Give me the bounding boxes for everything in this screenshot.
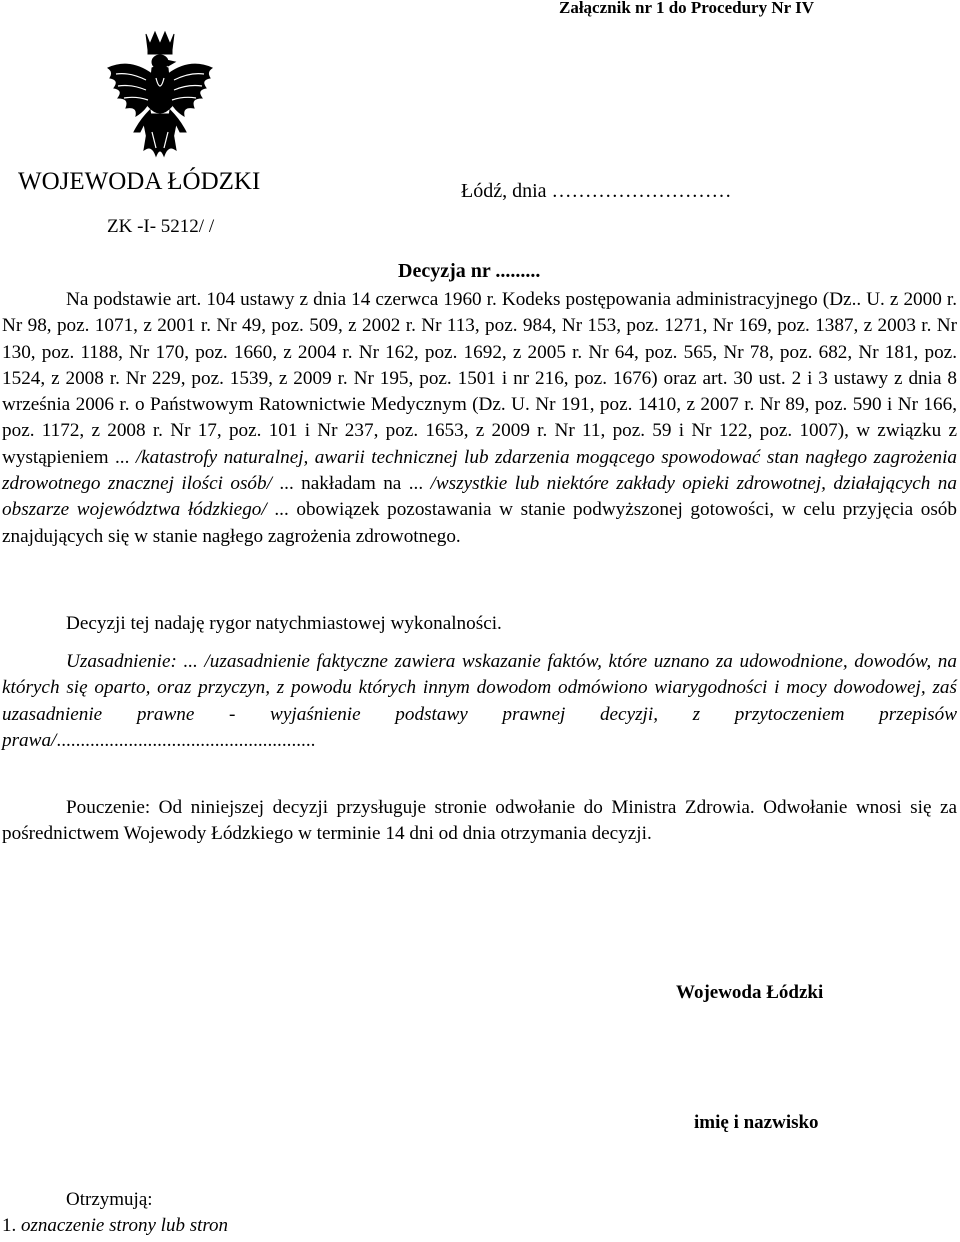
justification-dots: ...................................................... <box>56 729 316 751</box>
decision-title: Decyzja nr ......... <box>398 260 541 282</box>
facilities-placeholder: /wszystkie lub niektóre zakłady opieki zdrowotnej, działających na obszarze województwa łódzkiego/ <box>2 473 957 521</box>
issuing-office: WOJEWODA ŁÓDZKI <box>18 168 261 195</box>
polish-eagle-emblem-icon <box>100 28 220 168</box>
place-and-date: Łódź, dnia ……………………… <box>461 180 732 202</box>
appeal-instruction <box>2 795 957 848</box>
signature-name: imię i nazwisko <box>694 1112 819 1133</box>
legal-basis-paragraph <box>2 287 957 550</box>
recipient-number: 1. <box>2 1215 17 1236</box>
case-reference: ZK -I- 5212/ / <box>107 216 215 237</box>
legal-basis-text: Na podstawie art. 104 ustawy z dnia 14 czerwca 1960 r. Kodeks postępowania administracyjnego (Dz.. U. z 2000 r. Nr 98, poz. 1071, z 2001 r. Nr 49, poz. 509, z 2002 r. Nr 113, poz. 984, Nr 153, poz. 1271, Nr 169, poz. 1387, z 2003 r. Nr 130, poz. 1188, Nr 170, poz. 1660, z 2004 r. Nr 162, poz. 1692, z 2005 r. Nr 64, poz. 565, Nr 78, poz. 682, Nr 181, poz. 1524, z 2008 r. Nr 229, poz. 1539, z 2009 r. Nr 195, poz. 1501 i nr 216, poz. 1676) oraz art. 30 ust. 2 i 3 ustawy z dnia 8 września 2006 r. o Państwowym Ratownictwie Medycznym (Dz. U. Nr 191, poz. 1410, z 2007 r. Nr 89, poz. 590 i Nr 166, poz. 1172, z 2008 r. Nr 17, poz. 101 i Nr 237, poz. 1653, z 2009 r. Nr 11, poz. 59 i Nr 122, poz. 1007), w związku z wystąpieniem ... <box>2 289 957 468</box>
recipient-item <box>2 1215 228 1237</box>
imposing-text: ... nakładam na ... <box>271 473 424 495</box>
attachment-label: Załącznik nr 1 do Procedury Nr IV <box>558 0 814 17</box>
obligation-text: ... obowiązek pozostawania w stanie podwyższonej gotowości, w celu przyjęcia osób znajdujących się w stanie nagłego zagrożenia zdrowotnego. <box>2 499 957 547</box>
recipient-text: oznaczenie strony lub stron <box>21 1215 229 1236</box>
signature-office: Wojewoda Łódzki <box>676 982 824 1003</box>
justification-paragraph <box>2 649 957 754</box>
immediate-enforceability-clause: Decyzji tej nadaję rygor natychmiastowej wykonalności. <box>66 613 502 634</box>
recipients-title: Otrzymują: <box>66 1189 153 1210</box>
event-placeholder: /katastrofy naturalnej, awarii technicznej lub zdarzenia mogącego spowodować stan nagłego zagrożenia zdrowotnego znacznej ilości osób/ <box>2 446 957 495</box>
appeal-instruction-text: Pouczenie: Od niniejszej decyzji przysługuje stronie odwołanie do Ministra Zdrowia. Odwołanie wnosi się za pośrednictwem Wojewody Łódzkiego w terminie 14 dni od dnia otrzymania decyzji. <box>2 797 957 845</box>
justification-label: Uzasadnienie: <box>66 651 177 672</box>
justification-text: ... /uzasadnienie faktyczne zawiera wskazanie faktów, które uznano za udowodnione, dowodów, na których się oparto, oraz przyczyn, z powodu których innym dowodom odmówiono wiarygodności i mocy dowodowej, zaś uzasadnienie prawne - wyjaśnienie podstawy prawnej decyzji, z przytoczeniem przepisów prawa/ <box>2 651 957 751</box>
